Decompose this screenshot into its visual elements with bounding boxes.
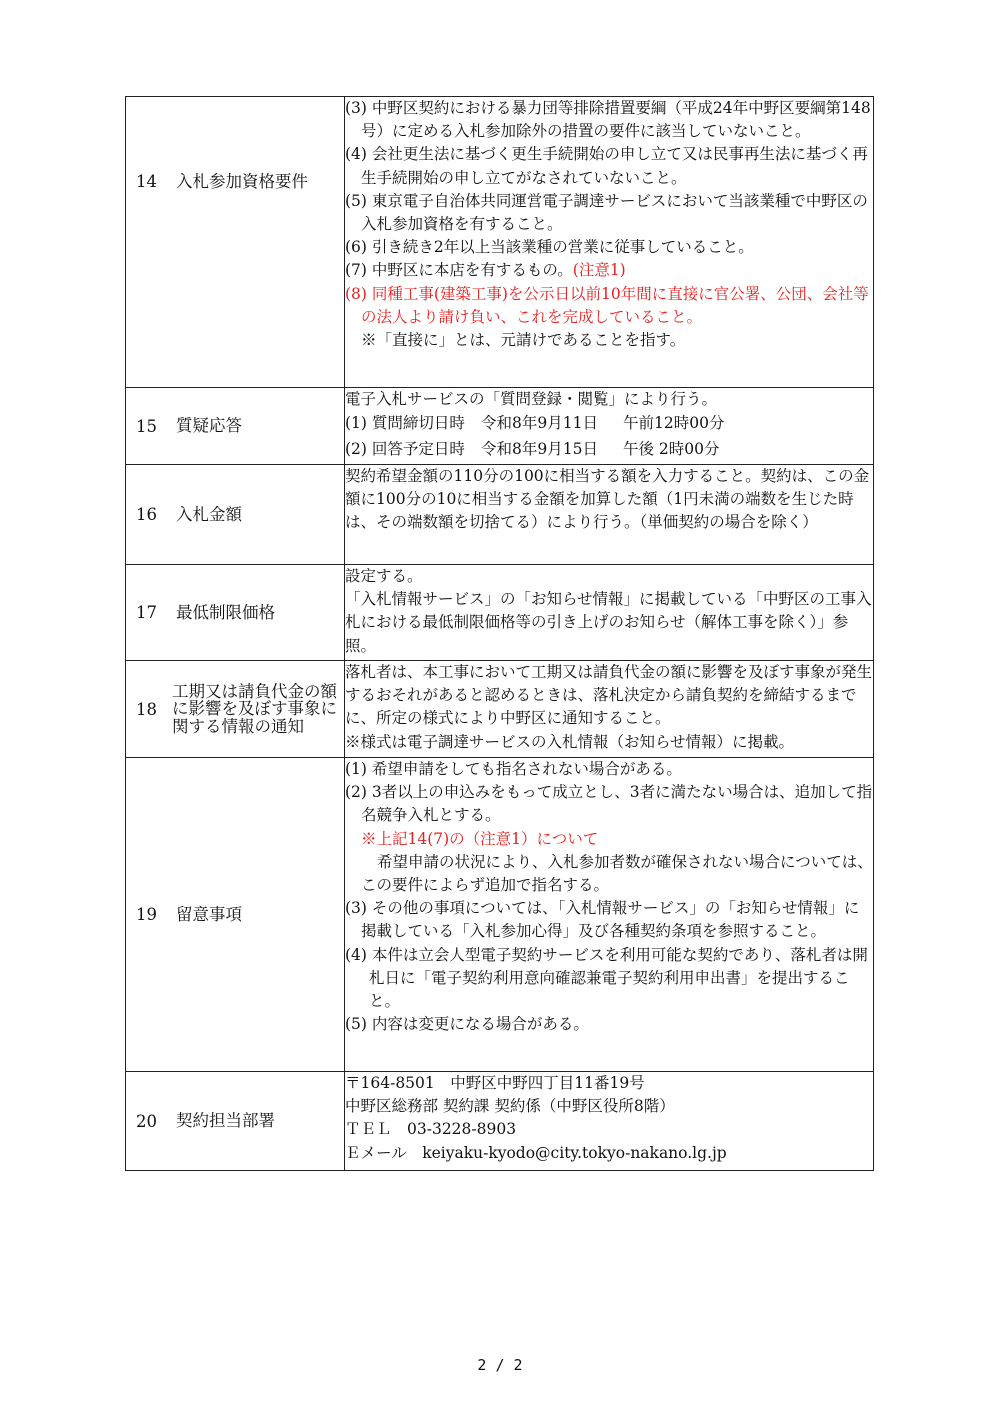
min-price-setting: 設定する。 [345, 567, 423, 585]
requirement-7-text: (7) 中野区に本店を有するもの。 [345, 261, 573, 280]
item-label: 入札参加資格要件 [176, 171, 308, 191]
item-number: 16 [136, 505, 157, 524]
item-label: 工期又は請負代金の額に影響を及ぼす事象に関する情報の通知 [172, 681, 337, 736]
requirement-5: (5) 東京電子自治体共同運営電子調達サービスにおいて当該業種で中野区の入札参加資格を有すること。 [345, 191, 868, 234]
remark-2-note-heading: ※上記14(7)の（注意1）について [361, 829, 599, 848]
table-row [126, 565, 874, 661]
qa-answer-label: (2) 回答予定日時 [345, 440, 465, 458]
notification-text: 落札者は、本工事において工期又は請負代金の額に影響を及ぼす事象が発生するおそれがあると認めるときは、落札決定から請負契約を締結するまでに、所定の様式により中野区に通知すること。 [345, 663, 873, 728]
contact-phone: ＴＥＬ 03-3228-8903 [345, 1120, 517, 1139]
remark-5: (5) 内容は変更になる場合がある。 [345, 1015, 589, 1034]
contact-email: Ｅメール keiyaku-kyodo@city.tokyo-nakano.lg.jp [345, 1143, 727, 1162]
table-row [126, 1072, 874, 1171]
item-number: 19 [136, 905, 157, 924]
remark-4: (4) 本件は立会人型電子契約サービスを利用可能な契約であり、落札者は開札日に「電子契約利用意向確認兼電子契約利用申出書」を提出すること。 [345, 945, 868, 1011]
item-label: 留意事項 [176, 904, 242, 924]
qa-deadline-time: 午前12時00分 [623, 414, 725, 432]
qa-intro: 電子入札サービスの「質問登録・閲覧」により行う。 [345, 390, 718, 408]
remark-2: (2) 3者以上の申込みをもって成立とし、3者に満たない場合は、追加して指名競争入札とする。 [345, 783, 873, 825]
notification-note: ※様式は電子調達サービスの入札情報（お知らせ情報）に掲載。 [345, 732, 795, 751]
table-row [126, 388, 874, 465]
row-label-cell [126, 661, 345, 758]
remark-2-note-body: 希望申請の状況により、入札参加者数が確保されない場合については、この要件によらず追加で指名する。 [361, 852, 873, 895]
qa-answer-line [345, 436, 873, 462]
table-row [126, 758, 874, 1072]
item-number: 14 [136, 172, 157, 191]
contact-department: 中野区総務部 契約課 契約係（中野区役所8階） [345, 1097, 675, 1116]
row-content-cell [345, 1072, 874, 1171]
item-label: 入札金額 [176, 504, 242, 524]
spec-table [125, 96, 874, 1171]
item-number: 20 [136, 1111, 157, 1131]
contact-address: 〒164-8501 中野区中野四丁目11番19号 [345, 1074, 645, 1092]
requirement-6: (6) 引き続き2年以上当該業種の営業に従事していること。 [345, 238, 754, 257]
item-number: 17 [136, 603, 157, 622]
row-content-cell [345, 661, 874, 758]
requirement-7 [345, 259, 873, 282]
row-label-cell [126, 97, 345, 388]
row-content-cell [345, 465, 874, 565]
row-label-cell [126, 1072, 345, 1171]
item-label: 質疑応答 [176, 416, 242, 435]
table-row [126, 661, 874, 758]
direct-note: ※「直接に」とは、元請けであることを指す。 [361, 331, 686, 350]
page-number: 2 / 2 [477, 1356, 523, 1374]
requirement-4: (4) 会社更生法に基づく更生手続開始の申し立て又は民事再生法に基づく再生手続開始の申し立てがなされていないこと。 [345, 145, 868, 187]
note-1-marker: (注意1) [572, 261, 626, 280]
qa-deadline-label: (1) 質問締切日時 [345, 414, 465, 432]
remark-1: (1) 希望申請をしても指名されない場合がある。 [345, 760, 682, 778]
row-content-cell [345, 758, 874, 1072]
table-row [126, 465, 874, 565]
item-number: 15 [136, 416, 157, 436]
row-label-cell [126, 758, 345, 1072]
qa-answer-date: 令和8年9月15日 [481, 440, 598, 458]
requirement-3: (3) 中野区契約における暴力団等排除措置要綱（平成24年中野区要綱第148号）に定める入札参加除外の措置の要件に該当していないこと。 [345, 99, 871, 141]
row-label-cell [126, 388, 345, 465]
item-label: 契約担当部署 [176, 1111, 275, 1130]
row-content-cell [345, 97, 874, 388]
qa-deadline-date: 令和8年9月11日 [481, 414, 598, 432]
row-content-cell [345, 388, 874, 465]
row-label-cell [126, 565, 345, 661]
item-number: 18 [136, 699, 157, 719]
item-label: 最低制限価格 [176, 602, 275, 622]
row-label-cell [126, 465, 345, 565]
remark-3: (3) その他の事項については、「入札情報サービス」の「お知らせ情報」に掲載している「入札参加心得」及び各種契約条項を参照すること。 [345, 899, 860, 941]
qa-answer-time: 午後 2時00分 [623, 440, 720, 458]
requirement-8: (8) 同種工事(建築工事)を公示日以前10年間に直接に官公署、公団、会社等の法人より請け負い、これを完成していること。 [345, 284, 869, 326]
row-content-cell [345, 565, 874, 661]
min-price-reference: 「入札情報サービス」の「お知らせ情報」に掲載している「中野区の工事入札における最低制限価格等の引き上げのお知らせ（解体工事を除く）」参照。 [345, 590, 872, 655]
bid-amount-text: 契約希望金額の110分の100に相当する額を入力すること。契約は、この金額に100分の10に相当する金額を加算した額（1円未満の端数を生じた時は、その端数額を切捨てる）により行う。（単価契約の場合を除く） [345, 467, 870, 532]
qa-deadline-line [345, 410, 873, 436]
table-row [126, 97, 874, 388]
